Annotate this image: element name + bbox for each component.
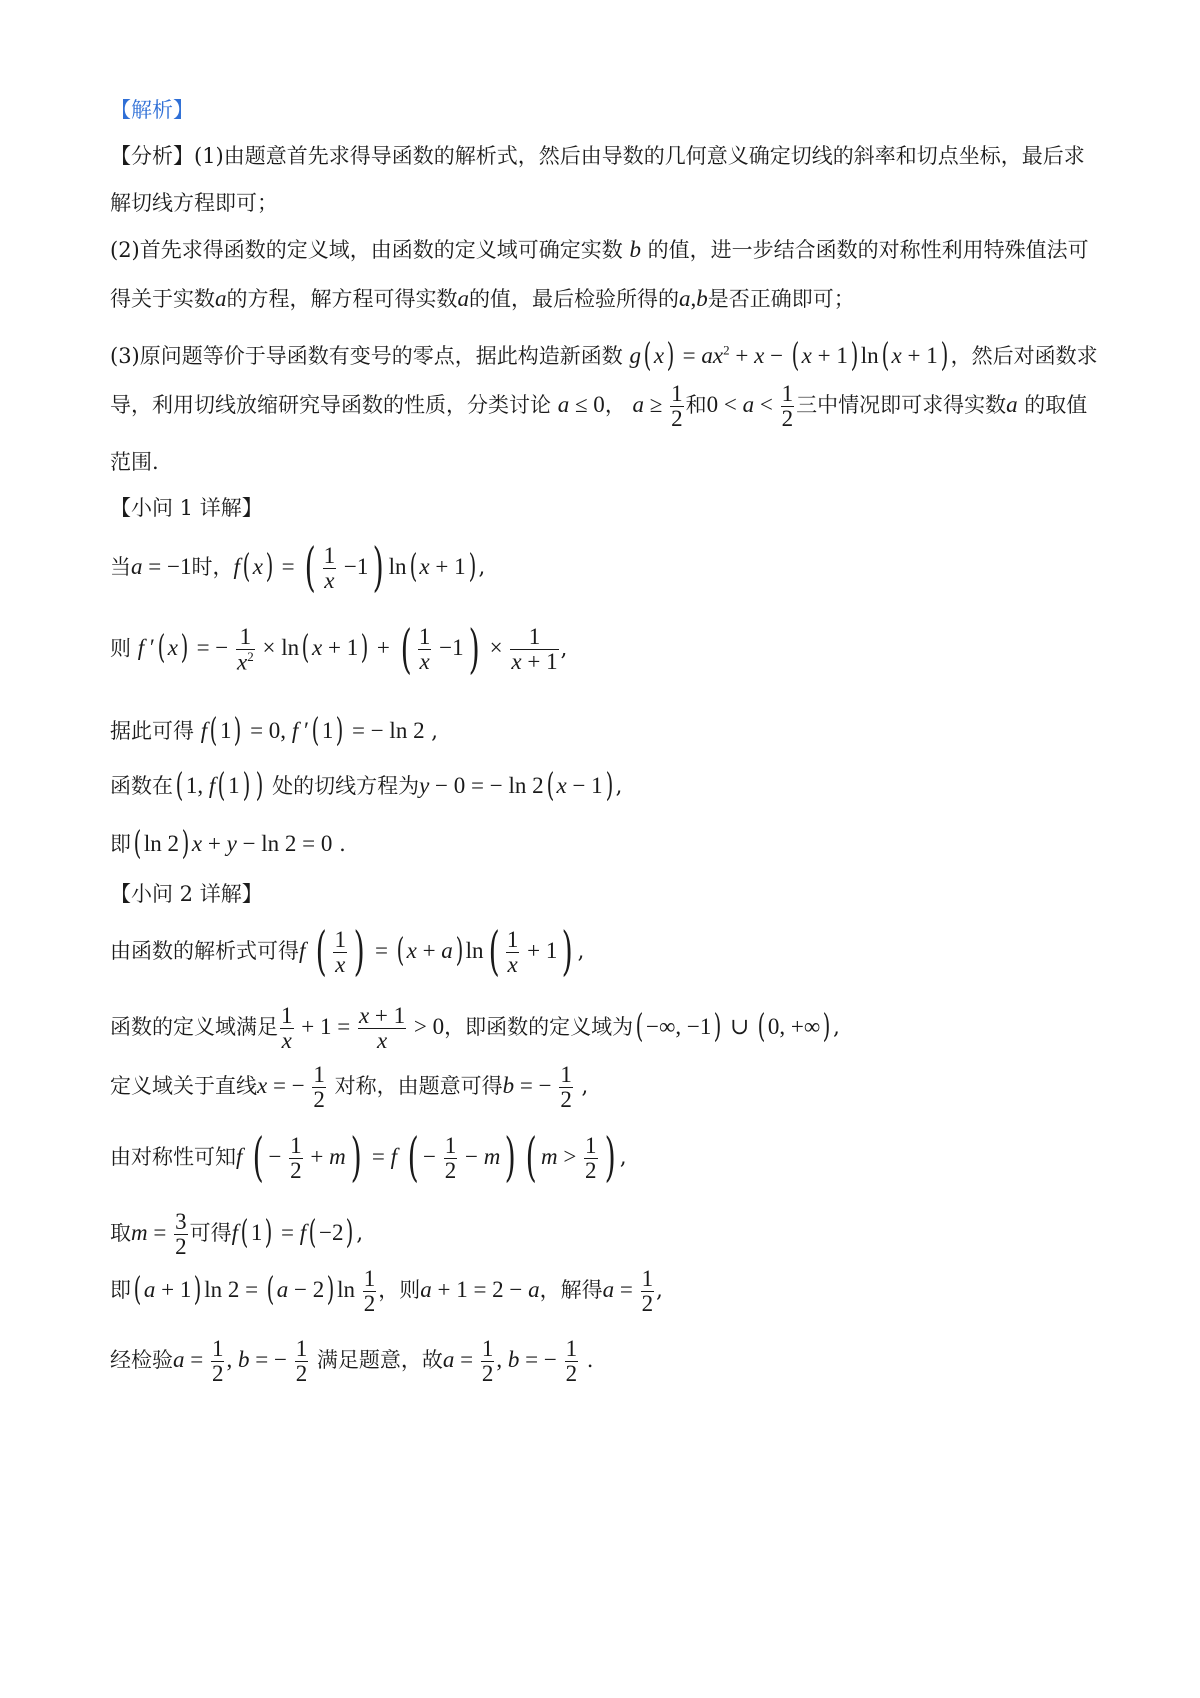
analysis-line-2: 解切线方程即可；: [110, 191, 278, 215]
analysis-tag: 【分析】: [110, 144, 194, 168]
q1-line-5: 即( ln 2) x + y − ln 2 = 0 .: [110, 823, 346, 862]
q2-heading: 【小问 2 详解】: [110, 882, 263, 906]
q2-line-1: 由函数的解析式可得f ( $\frac{1}{x}$ ) = ( x + a) ln( $\frac{1}{x}$ + 1) ,: [110, 922, 585, 983]
q2-line-7: 经检验a = $\frac{1}{2}$ , b = − $\frac{1}{2}$ 满足题意，故a = $\frac{1}{2}$ , b = − $\frac{1}{2}$ .: [110, 1336, 594, 1387]
q2-line-2: 函数的定义域满足 $\frac{1}{x}$ + 1 = $\frac{x + 1}{x}$ > 0，即函数的定义域为( −∞, −1) ∪ ( 0, +∞) ,: [110, 1003, 840, 1054]
analysis-line-3: (2)首先求得函数的定义域，由函数的定义域可确定实数 b 的值，进一步结合函数的对称性利用特殊值法可: [110, 237, 1089, 262]
q1-line-2: 则 f ′( x) = − $\frac{1}{x^2}$ × ln( x + 1) + ( $\frac{1}{x}$ −1) × $\frac{1}{x + 1}$ ,: [110, 619, 568, 680]
q2-line-4: 由对称性可知f ( − $\frac{1}{2}$ + m) = f ( − $\frac{1}{2}$ − m) ( m > $\frac{1}{2}$ ) ,: [110, 1128, 627, 1189]
q2-line-3: 定义域关于直线x = − $\frac{1}{2}$ 对称，由题意可得b = − $\frac{1}{2}$ ,: [110, 1062, 589, 1113]
q1-line-3: 据此可得 f( 1) = 0, f ′( 1) = − ln 2 ,: [110, 710, 438, 749]
q2-line-6: 即( a + 1) ln 2 = ( a − 2) ln $\frac{1}{2}$ ，则a + 1 = 2 − a，解得a = $\frac{1}{2}$ ,: [110, 1266, 663, 1317]
q1-line-4: 函数在( 1, f( 1) ) 处的切线方程为y − 0 = − ln 2( x − 1) ,: [110, 765, 623, 804]
analysis-line-1: 【分析】(1)由题意首先求得导函数的解析式，然后由导数的几何意义确定切线的斜率和切点坐标，最后求: [110, 144, 1085, 168]
q2-line-5: 取m = $\frac{3}{2}$ 可得f( 1) = f( −2) ,: [110, 1209, 364, 1260]
analysis-line-4: 得关于实数a的方程，解方程可得实数a的值，最后检验所得的a,b是否正确即可；: [110, 286, 855, 311]
q1-line-1: 当a = −1时，f( x) = ( $\frac{1}{x}$ −1) ln( x + 1) ,: [110, 538, 486, 599]
analysis-line-7: 范围.: [110, 450, 159, 474]
q1-heading: 【小问 1 详解】: [110, 496, 263, 520]
analysis-line-5: (3)原问题等价于导函数有变号的零点，据此构造新函数 g( $x) = ax^2 + x$ − ( x + 1) ln( x + 1) ，然后对函数求: [110, 335, 1098, 374]
analysis-line-6: 导，利用切线放缩研究导函数的性质，分类讨论 a ≤ 0， a ≥ $\frac{1}{2}$ 和0 < a < $\frac{1}{2}$ 三中情况即可求得实数a 的取值: [110, 381, 1088, 432]
solution-tag: 【解析】: [110, 98, 194, 122]
